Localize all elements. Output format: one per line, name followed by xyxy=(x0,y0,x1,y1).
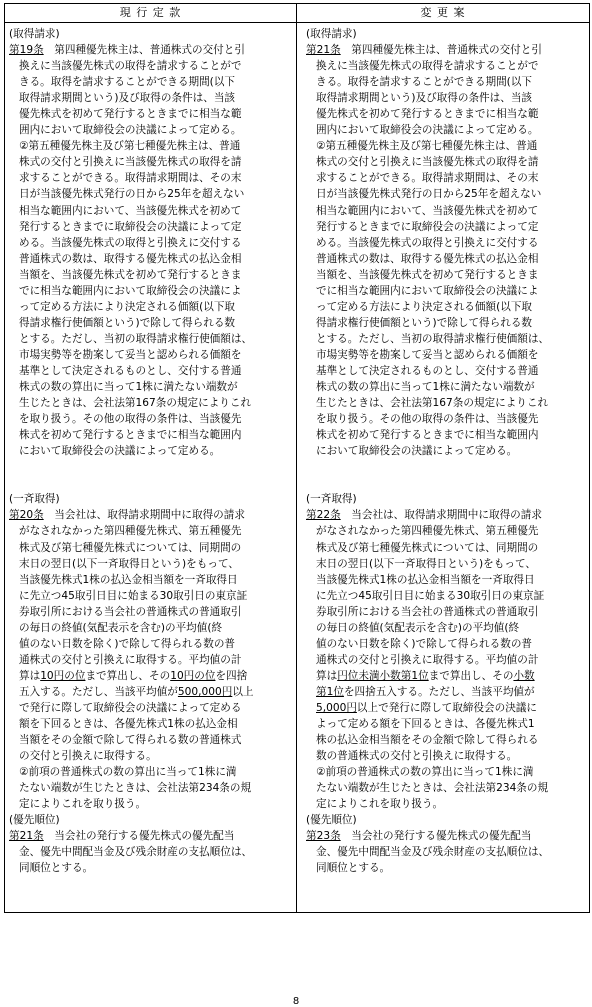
article-number: 第23条 xyxy=(306,830,341,843)
article-text: 第四種優先株主は、普通株式の交付と引 xyxy=(43,44,245,57)
article-heading: (一斉取得) xyxy=(306,493,357,506)
article-first-line xyxy=(306,828,586,844)
amended-text: 小数 xyxy=(513,669,535,682)
text-line: 発行するときまでに取締役会の決議によって定 xyxy=(316,220,539,233)
text-line: 株式を初めて発行するときまでに相当な範囲内 xyxy=(316,429,539,442)
text-line: 取得請求期間という)及び取得の条件は、当該 xyxy=(19,92,236,105)
amended-text: 10円の位 xyxy=(40,669,86,682)
text-line: 値のない日数を除く)で除して得られる数の普 xyxy=(19,637,236,650)
article-body xyxy=(9,523,293,667)
text-line: でに相当な範囲内において取締役会の決議によ xyxy=(19,284,242,297)
article-text: 当会社は、取得請求期間中に取得の請求 xyxy=(43,509,245,522)
text-line: 普通株式の数は、取得する優先株式の払込金相 xyxy=(316,252,539,265)
paragraph-body xyxy=(306,154,586,459)
amended-text: 第1位 xyxy=(316,685,344,698)
text-line: 求することができる。取得請求期間は、その末 xyxy=(19,172,242,185)
text-line: たない端数が生じたときは、会社法第234条の規 xyxy=(19,782,252,795)
article-body xyxy=(306,523,586,667)
text-line: 普通株式の数は、取得する優先株式の払込金相 xyxy=(19,252,242,265)
text-line: を取り扱う。その他の取得の条件は、当該優先 xyxy=(19,413,242,426)
text-line: 株式の交付と引換えに当該優先株式の取得を請 xyxy=(316,156,539,169)
text-line: 市場実勢等を勘案して妥当と認められる価額を xyxy=(316,348,539,361)
article-first-line xyxy=(9,42,293,58)
text-line: きる。取得を請求することができる期間(以下 xyxy=(19,76,236,89)
article-text: 当会社の発行する優先株式の優先配当 xyxy=(43,830,235,843)
text-line: の毎日の終値(気配表示を含む)の平均値(終 xyxy=(316,621,520,634)
text-line: って定める方法により決定される価額(以下取 xyxy=(316,300,533,313)
amended-text: 5,000円 xyxy=(316,701,357,714)
text-line: がなされなかった第四種優先株式、第五種優先 xyxy=(19,525,242,538)
proposed-changes-column xyxy=(306,26,586,876)
text-line: 株式の数の算出に当って1株に満たない端数が xyxy=(316,381,535,394)
text-line: 基準として決定されるものとし、交付する普通 xyxy=(19,364,242,377)
text-line: 囲内において取締役会の決議によって定める。 xyxy=(19,124,242,137)
article-body xyxy=(306,844,586,876)
text-line: 株式の交付と引換えに当該優先株式の取得を請 xyxy=(19,156,242,169)
text-line: 生じたときは、会社法第167条の規定によりこれ xyxy=(316,397,549,410)
article-first-line xyxy=(306,507,586,523)
article-text: 当会社の発行する優先株式の優先配当 xyxy=(340,830,532,843)
text-line: 相当な範囲内において、当該優先株式を初めて xyxy=(19,204,242,217)
text-line: 優先株式を初めて発行するときまでに相当な範 xyxy=(19,108,242,121)
text-line: 当額をその金額で除して得られる数の普通株式 xyxy=(19,734,242,747)
text-line: がなされなかった第四種優先株式、第五種優先 xyxy=(316,525,539,538)
article-number: 第20条 xyxy=(9,509,44,522)
text-line: 発行するときまでに取締役会の決議によって定 xyxy=(19,220,242,233)
text-line: 市場実勢等を勘案して妥当と認められる価額を xyxy=(19,348,242,361)
text-line: 末日の翌日(以下一斉取得日という)をもって、 xyxy=(19,557,239,570)
text-line: 券取引所における当会社の普通株式の普通取引 xyxy=(19,605,242,618)
text-line: 通株式の交付と引換えに取得する。平均値の計 xyxy=(19,653,242,666)
article-body xyxy=(9,58,293,138)
article-heading: (取得請求) xyxy=(306,28,357,40)
text-line: 株式の数の算出に当って1株に満たない端数が xyxy=(19,381,238,394)
header-proposed-changes: 変 更 案 xyxy=(420,6,466,19)
comparison-table xyxy=(4,3,590,913)
text-line: 相当な範囲内において、当該優先株式を初めて xyxy=(316,204,539,217)
text-line: 求することができる。取得請求期間は、その末 xyxy=(316,172,539,185)
paragraph-first-line: ②第五種優先株主及び第七種優先株主は、普通 xyxy=(19,140,241,153)
article-body xyxy=(306,716,586,764)
text-line: きる。取得を請求することができる期間(以下 xyxy=(316,76,533,89)
text-line: 5,000円以上で発行に際して取締役会の決議に xyxy=(316,701,538,714)
text-line: 額を下回るときは、各優先株式1株の払込金相 xyxy=(19,718,238,731)
text-line: 株式及び第七種優先株式については、同期間の xyxy=(316,541,539,554)
paragraph-body xyxy=(9,154,293,459)
article-body xyxy=(9,844,293,876)
text-line: 末日の翌日(以下一斉取得日という)をもって、 xyxy=(316,557,536,570)
text-line: 得請求権行使価額という)で除して得られる数 xyxy=(316,316,533,329)
current-articles-column xyxy=(9,26,293,876)
article-heading: (一斉取得) xyxy=(9,493,60,506)
text-line: に先立つ45取引日目に始まる30取引日の東京証 xyxy=(316,589,545,602)
text-line: 定によりこれを取り扱う。 xyxy=(19,798,147,811)
page-number: 8 xyxy=(292,996,300,1007)
text-line: 日が当該優先株式発行の日から25年を超えない xyxy=(316,188,542,201)
text-line: の交付と引換えに取得する。 xyxy=(19,750,157,763)
amended-text: 10円の位 xyxy=(170,669,216,682)
text-line: 当該優先株式1株の払込金相当額を一斉取得日 xyxy=(19,573,238,586)
text-line: 通株式の交付と引換えに取得する。平均値の計 xyxy=(316,653,539,666)
text-line: 得請求権行使価額という)で除して得られる数 xyxy=(19,316,236,329)
text-line: たない端数が生じたときは、会社法第234条の規 xyxy=(316,782,549,795)
column-divider xyxy=(296,4,297,912)
text-line: 同順位とする。 xyxy=(316,862,391,875)
text-line: で発行に際して取締役会の決議によって定める xyxy=(19,701,242,714)
text-line: 算は円位未満小数第1位まで算出し、その小数 xyxy=(316,669,535,682)
text-line: において取締役会の決議によって定める。 xyxy=(316,445,518,458)
text-line: 金、優先中間配当金及び残余財産の支払順位は、 xyxy=(316,846,550,859)
text-line: 株式及び第七種優先株式については、同期間の xyxy=(19,541,242,554)
text-line: よって定める額を下回るときは、各優先株式1 xyxy=(316,718,535,731)
text-line: に先立つ45取引日目に始まる30取引日の東京証 xyxy=(19,589,248,602)
paragraph-body xyxy=(9,780,293,812)
text-line: において取締役会の決議によって定める。 xyxy=(19,445,221,458)
text-line: とする。ただし、当初の取得請求権行使価額は、 xyxy=(19,332,253,345)
article-first-line xyxy=(9,828,293,844)
header-current-articles: 現 行 定 款 xyxy=(119,6,182,19)
paragraph-body xyxy=(306,780,586,812)
text-line: 第1位を四捨五入する。ただし、当該平均値が xyxy=(316,685,535,698)
text-line: 換えに当該優先株式の取得を請求することがで xyxy=(19,60,242,73)
article-body xyxy=(306,58,586,138)
paragraph-first-line: ②第五種優先株主及び第七種優先株主は、普通 xyxy=(316,140,538,153)
text-line: とする。ただし、当初の取得請求権行使価額は、 xyxy=(316,332,550,345)
article-first-line xyxy=(9,507,293,523)
text-line: 算は10円の位まで算出し、その10円の位を四捨 xyxy=(19,669,248,682)
text-line: 五入する。ただし、当該平均値が500,000円以上 xyxy=(19,685,254,698)
article-number: 第22条 xyxy=(306,509,341,522)
text-line: 生じたときは、会社法第167条の規定によりこれ xyxy=(19,397,252,410)
text-line: 優先株式を初めて発行するときまでに相当な範 xyxy=(316,108,539,121)
article-first-line xyxy=(306,42,586,58)
text-line: の毎日の終値(気配表示を含む)の平均値(終 xyxy=(19,621,223,634)
text-line: める。当該優先株式の取得と引換えに交付する xyxy=(316,236,539,249)
text-line: 数の普通株式の交付と引換えに取得する。 xyxy=(316,750,518,763)
text-line: 株式を初めて発行するときまでに相当な範囲内 xyxy=(19,429,242,442)
article-body xyxy=(9,700,293,764)
paragraph-first-line: ②前項の普通株式の数の算出に当って1株に満 xyxy=(19,766,237,779)
text-line: 値のない日数を除く)で除して得られる数の普 xyxy=(316,637,533,650)
text-line: 日が当該優先株式発行の日から25年を超えない xyxy=(19,188,245,201)
text-line: 囲内において取締役会の決議によって定める。 xyxy=(316,124,539,137)
article-number: 第21条 xyxy=(306,44,341,57)
text-line: 株の払込金相当額をその金額で除して得られる xyxy=(316,734,539,747)
article-number: 第21条 xyxy=(9,830,44,843)
paragraph-first-line: ②前項の普通株式の数の算出に当って1株に満 xyxy=(316,766,534,779)
amended-text: 500,000円 xyxy=(177,685,233,698)
text-line: 当額を、当該優先株式を初めて発行するときま xyxy=(316,268,539,281)
article-text: 当会社は、取得請求期間中に取得の請求 xyxy=(340,509,542,522)
article-text: 第四種優先株主は、普通株式の交付と引 xyxy=(340,44,542,57)
article-heading: (優先順位) xyxy=(306,814,357,827)
text-line: 同順位とする。 xyxy=(19,862,94,875)
article-number: 第19条 xyxy=(9,44,44,57)
article-heading: (取得請求) xyxy=(9,28,60,40)
amended-text: 円位未満小数第1位 xyxy=(337,669,429,682)
text-line: 定によりこれを取り扱う。 xyxy=(316,798,444,811)
text-line: でに相当な範囲内において取締役会の決議によ xyxy=(316,284,539,297)
text-line: 当額を、当該優先株式を初めて発行するときま xyxy=(19,268,242,281)
text-line: 取得請求期間という)及び取得の条件は、当該 xyxy=(316,92,533,105)
table-header xyxy=(5,4,589,23)
text-line: 基準として決定されるものとし、交付する普通 xyxy=(316,364,539,377)
text-line: 券取引所における当会社の普通株式の普通取引 xyxy=(316,605,539,618)
text-line: 金、優先中間配当金及び残余財産の支払順位は、 xyxy=(19,846,253,859)
article-heading: (優先順位) xyxy=(9,814,60,827)
text-line: 当該優先株式1株の払込金相当額を一斉取得日 xyxy=(316,573,535,586)
text-line: って定める方法により決定される価額(以下取 xyxy=(19,300,236,313)
text-line: める。当該優先株式の取得と引換えに交付する xyxy=(19,236,242,249)
text-line: 換えに当該優先株式の取得を請求することがで xyxy=(316,60,539,73)
text-line: を取り扱う。その他の取得の条件は、当該優先 xyxy=(316,413,539,426)
